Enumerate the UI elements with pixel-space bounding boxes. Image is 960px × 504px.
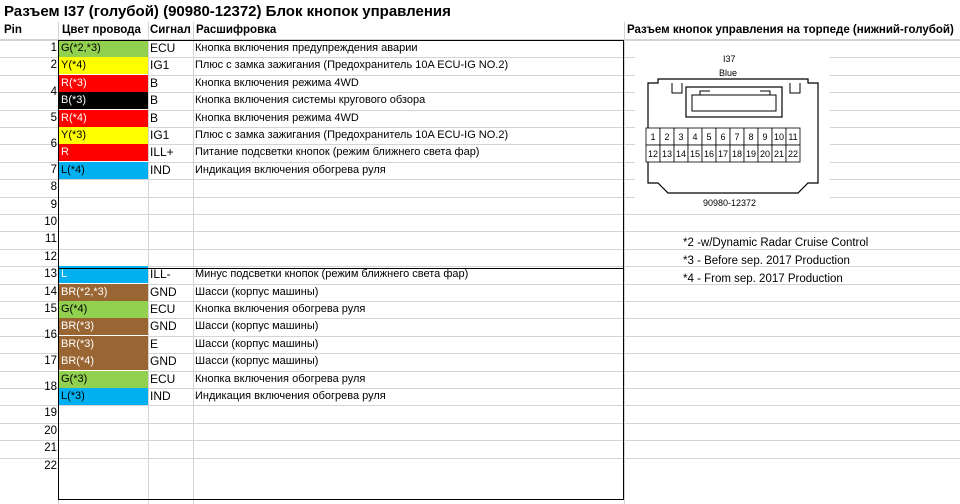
description-cell: Шасси (корпус машины) — [195, 355, 319, 368]
signal-cell: E — [150, 336, 159, 351]
connector-pin-label: 5 — [706, 132, 712, 142]
wire-color-cell: R — [59, 144, 148, 161]
signal-cell: ECU — [150, 302, 176, 316]
description-cell: Шасси (корпус машины) — [195, 320, 319, 333]
connector-part-number: 90980-12372 — [703, 198, 757, 208]
pin-number: 14 — [44, 285, 57, 298]
signal-cell: IG1 — [150, 58, 170, 73]
signal-cell: GND — [150, 354, 177, 369]
description-cell: Плюс с замка зажигания (Предохранитель 10A ECU-IG NO.2) — [195, 129, 509, 141]
pin-number: 10 — [44, 216, 57, 228]
signal-cell: ECU — [150, 41, 176, 55]
connector-pin-label: 6 — [720, 132, 726, 142]
wire-color-cell: BR(*4) — [59, 353, 148, 370]
signal-cell: GND — [150, 284, 177, 299]
connector-pin-label: 8 — [748, 132, 754, 142]
description-cell: Кнопка включения системы кругового обзора — [195, 94, 426, 107]
wire-color-cell: L(*4) — [59, 162, 148, 179]
header-wire-color: Цвет провода — [62, 24, 141, 36]
signal-cell: B — [150, 110, 159, 125]
pin-number: 1 — [50, 42, 57, 54]
grid-line — [0, 440, 960, 441]
pin-number: 21 — [44, 442, 57, 455]
connector-name: I37 — [723, 54, 736, 64]
pin-number: 7 — [50, 163, 57, 176]
wire-color-cell: B(*3) — [59, 92, 148, 109]
connector-pin-label: 11 — [788, 132, 798, 142]
description-cell: Питание подсветки кнопок (режим ближнего света фар) — [195, 146, 480, 159]
pin-number: 15 — [44, 303, 57, 315]
description-cell: Плюс с замка зажигания (Предохранитель 10A ECU-IG NO.2) — [195, 59, 509, 72]
pin-number: 20 — [44, 424, 57, 437]
wire-color-cell: G(*3) — [59, 371, 148, 388]
connector-pin-label: 18 — [731, 149, 743, 159]
pin-number: 22 — [44, 459, 57, 472]
grid-line — [0, 423, 960, 424]
connector-pin-label: 4 — [692, 132, 698, 142]
grid-column-line — [624, 22, 625, 504]
pin-number: 18 — [44, 381, 57, 394]
connector-pin-label: 16 — [703, 149, 715, 159]
wire-color-cell: BR(*3) — [59, 318, 148, 335]
signal-cell: IG1 — [150, 128, 170, 142]
signal-cell: B — [150, 93, 159, 108]
wire-color-cell: L(*3) — [59, 388, 148, 405]
connector-color-label: Blue — [719, 68, 738, 78]
pin-number: 16 — [44, 329, 57, 342]
pin-number: 2 — [50, 59, 57, 72]
signal-cell: ILL- — [150, 267, 171, 282]
pin-number: 12 — [44, 250, 57, 263]
header-decode: Расшифровка — [196, 24, 277, 36]
wire-color-cell: BR(*2,*3) — [59, 284, 148, 301]
description-cell: Кнопка включения режима 4WD — [195, 76, 359, 89]
signal-cell: GND — [150, 319, 177, 334]
pin-number: 19 — [44, 407, 57, 420]
connector-pin-label: 20 — [759, 149, 771, 159]
signal-cell: ECU — [150, 371, 176, 386]
connector-pin-label: 15 — [689, 149, 701, 159]
connector-pin-label: 14 — [675, 149, 687, 159]
description-cell: Минус подсветки кнопок (режим ближнего света фар) — [195, 268, 469, 281]
description-cell: Кнопка включения обогрева руля — [195, 372, 366, 385]
pin-number: 13 — [44, 268, 57, 281]
pin-number: 9 — [50, 198, 57, 211]
signal-cell: ILL+ — [150, 145, 174, 160]
wire-color-cell: R(*4) — [59, 110, 148, 127]
pin-number: 5 — [50, 111, 57, 124]
connector-pin-label: 3 — [678, 132, 684, 142]
note-4: *4 - From sep. 2017 Production — [683, 273, 843, 285]
connector-pin-label: 12 — [647, 149, 659, 159]
description-cell: Индикация включения обогрева руля — [195, 390, 386, 402]
connector-pin-label: 13 — [661, 149, 673, 159]
wire-color-cell: G(*4) — [59, 301, 148, 318]
wire-color-cell: BR(*3) — [59, 336, 148, 353]
signal-cell: IND — [150, 389, 171, 403]
grid-line — [0, 405, 960, 406]
pin-number: 11 — [45, 233, 57, 246]
description-cell: Шасси (корпус машины) — [195, 337, 319, 350]
connector-pin-label: 17 — [717, 149, 729, 159]
header-pin: Pin — [4, 24, 22, 36]
signal-cell: IND — [150, 162, 171, 177]
connector-pin-label: 1 — [650, 132, 656, 142]
connector-title: Разъем кнопок управления на торпеде (нижний-голубой) — [627, 24, 954, 36]
pin-number: 6 — [50, 137, 57, 150]
grid-line — [0, 231, 960, 232]
connector-pin-label: 19 — [745, 149, 757, 159]
wire-color-cell: L — [59, 266, 148, 283]
signal-cell: B — [150, 75, 159, 90]
pin-number: 4 — [50, 85, 57, 98]
connector-pin-label: 2 — [664, 132, 670, 142]
grid-column-line — [148, 22, 149, 504]
description-cell: Кнопка включения обогрева руля — [195, 303, 366, 315]
grid-line — [0, 458, 960, 459]
description-cell: Шасси (корпус машины) — [195, 285, 319, 298]
connector-pin-label: 10 — [773, 132, 785, 142]
wire-color-cell: G(*2,*3) — [59, 40, 148, 57]
wire-color-cell: R(*3) — [59, 75, 148, 92]
header-signal: Сигнал — [150, 24, 191, 36]
description-cell: Индикация включения обогрева руля — [195, 163, 386, 176]
note-2: *2 -w/Dynamic Radar Cruise Control — [683, 237, 869, 249]
page-title: Разъем I37 (голубой) (90980-12372) Блок кнопок управления — [4, 3, 451, 20]
description-cell: Кнопка включения режима 4WD — [195, 111, 359, 124]
connector-pin-label: 21 — [773, 149, 785, 159]
connector-pin-label: 7 — [734, 132, 740, 142]
pin-number: 8 — [50, 181, 57, 194]
connector-pin-label: 22 — [787, 149, 799, 159]
note-3: *3 - Before sep. 2017 Production — [683, 255, 850, 267]
description-cell: Кнопка включения предупреждения аварии — [195, 42, 418, 54]
wire-color-cell: Y(*4) — [59, 57, 148, 74]
connector-pin-label: 9 — [762, 132, 768, 142]
wire-color-cell: Y(*3) — [59, 127, 148, 144]
grid-column-line — [193, 22, 194, 504]
pin-number: 17 — [44, 355, 57, 368]
